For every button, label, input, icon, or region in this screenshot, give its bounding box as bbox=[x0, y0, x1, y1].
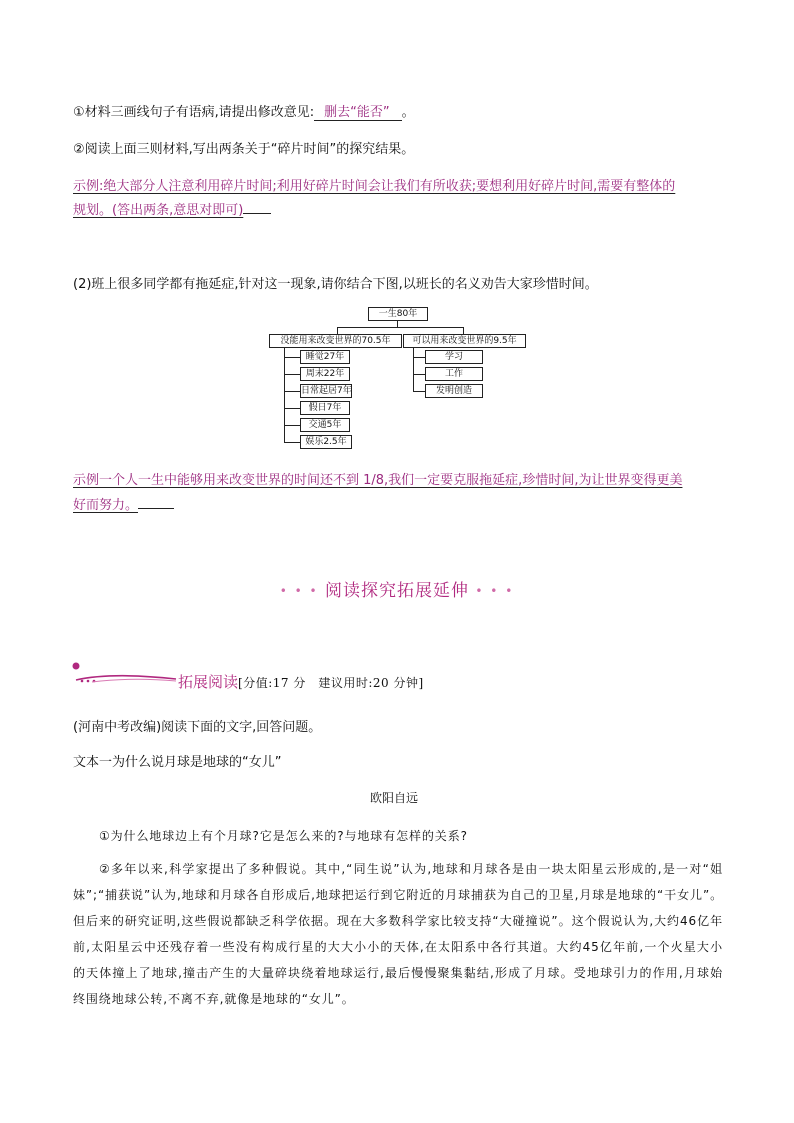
diagram-line bbox=[284, 442, 300, 443]
answer-blank bbox=[243, 199, 271, 214]
diagram-line bbox=[413, 391, 425, 392]
ext-reading-meta: [分值:17 分 建议用时:20 分钟] bbox=[238, 676, 424, 690]
diagram-left-item: 假日7年 bbox=[300, 401, 350, 415]
diagram-right-item: 发明创造 bbox=[425, 384, 483, 398]
diagram-left-item: 交通5年 bbox=[300, 418, 350, 432]
diagram-line bbox=[337, 327, 338, 334]
diagram-line bbox=[413, 374, 425, 375]
diagram-line bbox=[337, 327, 463, 328]
diagram-line bbox=[413, 348, 414, 392]
answer-3-line-1: 示例一个人一生中能够用来改变世界的时间还不到 1/8,我们一定要克服拖延症,珍惜时间,为让世界变得更美 bbox=[73, 473, 683, 488]
ext-reading-label: 拓展阅读 bbox=[178, 673, 239, 691]
diagram-right-item: 学习 bbox=[425, 350, 483, 364]
question-1 bbox=[73, 101, 415, 121]
diagram-line bbox=[463, 327, 464, 334]
question-1-answer: 删去“能否” bbox=[314, 105, 401, 121]
diagram-line bbox=[284, 374, 300, 375]
answer-2-line-1: 示例:绝大部分人注意利用碎片时间;利用好碎片时间会让我们有所收获;要想利用好碎片时间,需要有整体的 bbox=[73, 179, 676, 194]
question-2: ②阅读上面三则材料,写出两条关于“碎片时间”的探究结果。 bbox=[73, 142, 415, 157]
section-title-text: 阅读探究拓展延伸 bbox=[325, 581, 469, 601]
answer-2-line-2 bbox=[73, 199, 271, 218]
diagram-left-item: 日常起居7年 bbox=[301, 386, 352, 396]
swoosh-icon bbox=[72, 660, 182, 684]
article-paragraph-1: ①为什么地球边上有个月球?它是怎么来的?与地球有怎样的关系? bbox=[99, 829, 468, 843]
article-author: 欧阳自远 bbox=[370, 791, 419, 805]
diagram-left-item: 睡觉27年 bbox=[300, 350, 350, 364]
question-1-suffix: 。 bbox=[401, 105, 415, 120]
dots-right-icon: • • • bbox=[475, 584, 515, 598]
diagram-line bbox=[284, 391, 300, 392]
reading-intro: (河南中考改编)阅读下面的文字,回答问题。 bbox=[73, 720, 322, 735]
answer-2-line-2-text: 规划。(答出两条,意思对即可) bbox=[73, 203, 244, 218]
diagram-left-title: 没能用来改变世界的70.5年 bbox=[269, 334, 402, 348]
question-3: (2)班上很多同学都有拖延症,针对这一现象,请你结合下图,以班长的名义劝告大家珍惜时间。 bbox=[73, 277, 598, 292]
section-title bbox=[0, 576, 794, 601]
dots-left-icon: • • • bbox=[279, 584, 319, 598]
diagram-line bbox=[284, 348, 285, 443]
diagram-left-item: 周末22年 bbox=[300, 367, 350, 381]
answer-3-line-2 bbox=[73, 494, 174, 513]
question-1-prompt: ①材料三画线句子有语病,请提出修改意见: bbox=[73, 105, 315, 120]
diagram-left-item: 娱乐2.5年 bbox=[300, 435, 352, 449]
diagram-right-item: 工作 bbox=[425, 367, 483, 381]
answer-3-line-2-text: 好而努力。 bbox=[73, 498, 139, 513]
diagram-line bbox=[413, 357, 425, 358]
article-heading: 文本一为什么说月球是地球的“女儿” bbox=[73, 755, 282, 770]
diagram-right-title: 可以用来改变世界的9.5年 bbox=[403, 334, 526, 348]
article-paragraph-2: ②多年以来,科学家提出了多种假说。其中,“同生说”认为,地球和月球各是由一块太阳星云形成的,是一对“姐妹”;“捕获说”认为,地球和月球各自形成后,地球把运行到它附近的月球捕获为自己的卫星,月球是地球的“干女儿”。但后来的研究证明,这些假说都缺乏科学依据。现在大多数科学家比较支持“大碰撞说”。这个假说认为,大约46亿年前,太阳星云中还残存着一些没有构成行星的大大小小的天体,在太阳系中各行其道。大约45亿年前,一个火星大小的天体撞上了地球,撞击产生的大量碎块绕着地球运行,最后慢慢聚集黏结,形成了月球。受地球引力的作用,月球始终围绕地球公转,不离不弃,就像是地球的“女儿”。 bbox=[73, 862, 723, 1006]
diagram-line bbox=[284, 357, 300, 358]
diagram-line bbox=[284, 408, 300, 409]
diagram-line bbox=[284, 425, 300, 426]
ext-reading-header bbox=[178, 671, 424, 692]
answer-blank bbox=[138, 494, 174, 509]
diagram-root: 一生80年 bbox=[368, 307, 428, 321]
